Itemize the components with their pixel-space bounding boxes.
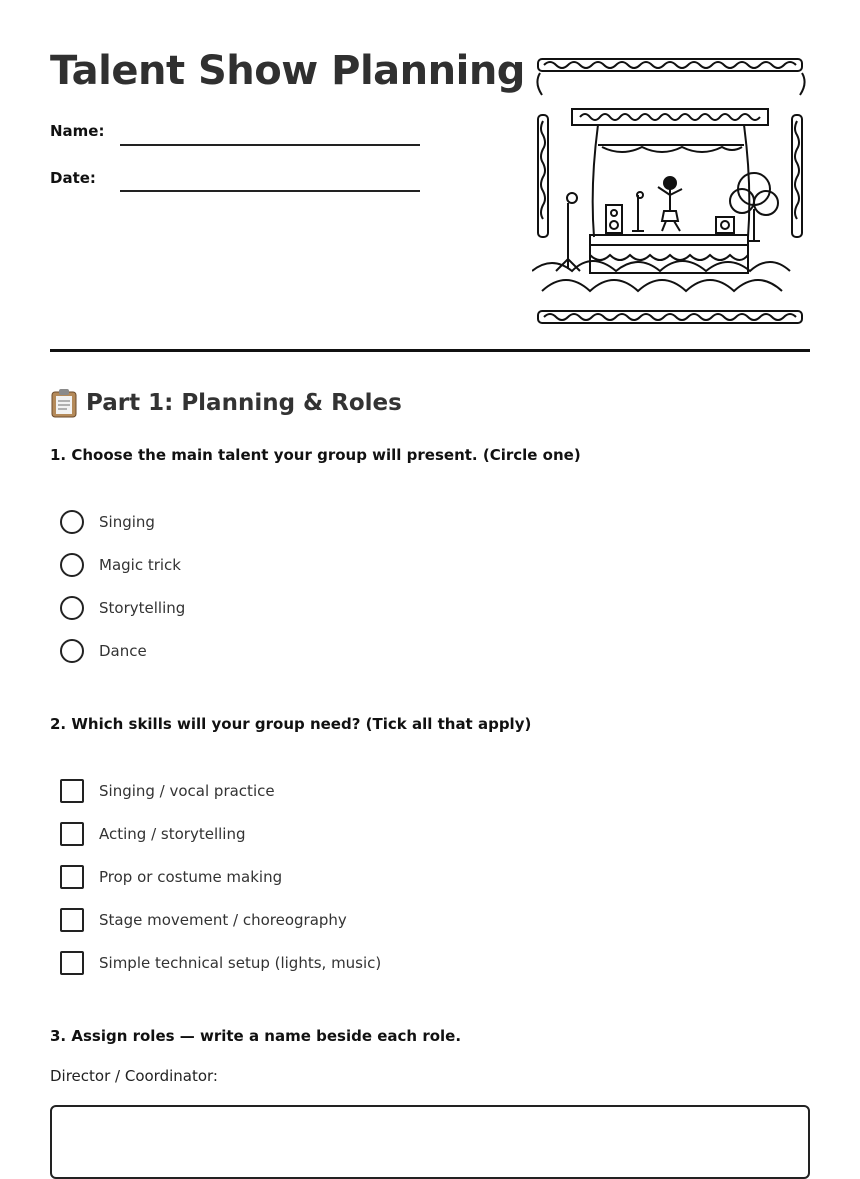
checkbox[interactable]	[60, 951, 84, 975]
stage-performance-illustration	[532, 55, 810, 327]
part1-title-text: Part 1: Planning & Roles	[86, 390, 402, 416]
skill-option[interactable]	[60, 864, 282, 890]
skill-option[interactable]	[60, 907, 347, 933]
date-label: Date:	[50, 169, 96, 187]
role-label-director: Director / Coordinator:	[50, 1067, 218, 1085]
option-label: Storytelling	[99, 599, 186, 617]
checkbox[interactable]	[60, 822, 84, 846]
checkbox[interactable]	[60, 865, 84, 889]
question-3: 3. Assign roles — write a name beside each role.	[50, 1027, 462, 1045]
talent-option[interactable]	[60, 552, 181, 578]
section-divider	[50, 349, 810, 352]
checkbox[interactable]	[60, 908, 84, 932]
date-line	[120, 190, 420, 192]
option-label: Singing	[99, 513, 155, 531]
option-label: Simple technical setup (lights, music)	[99, 954, 382, 972]
page-title: Talent Show Planning	[50, 48, 525, 94]
radio-circle[interactable]	[60, 639, 84, 663]
question-1: 1. Choose the main talent your group will present. (Circle one)	[50, 446, 581, 464]
role-input-director[interactable]	[50, 1105, 810, 1179]
option-label: Singing / vocal practice	[99, 782, 275, 800]
radio-circle[interactable]	[60, 510, 84, 534]
option-label: Stage movement / choreography	[99, 911, 347, 929]
checkbox[interactable]	[60, 779, 84, 803]
radio-circle[interactable]	[60, 553, 84, 577]
talent-option[interactable]	[60, 595, 185, 621]
talent-option[interactable]	[60, 638, 147, 664]
option-label: Dance	[99, 642, 147, 660]
radio-circle[interactable]	[60, 596, 84, 620]
name-line	[120, 144, 420, 146]
option-label: Magic trick	[99, 556, 181, 574]
skill-option[interactable]	[60, 821, 245, 847]
skill-option[interactable]	[60, 778, 275, 804]
clipboard-icon	[50, 388, 78, 418]
option-label: Prop or costume making	[99, 868, 283, 886]
part1-title	[50, 388, 402, 418]
option-label: Acting / storytelling	[99, 825, 246, 843]
skill-option[interactable]	[60, 950, 381, 976]
name-label: Name:	[50, 122, 105, 140]
talent-option[interactable]	[60, 509, 155, 535]
question-2: 2. Which skills will your group need? (Tick all that apply)	[50, 715, 532, 733]
